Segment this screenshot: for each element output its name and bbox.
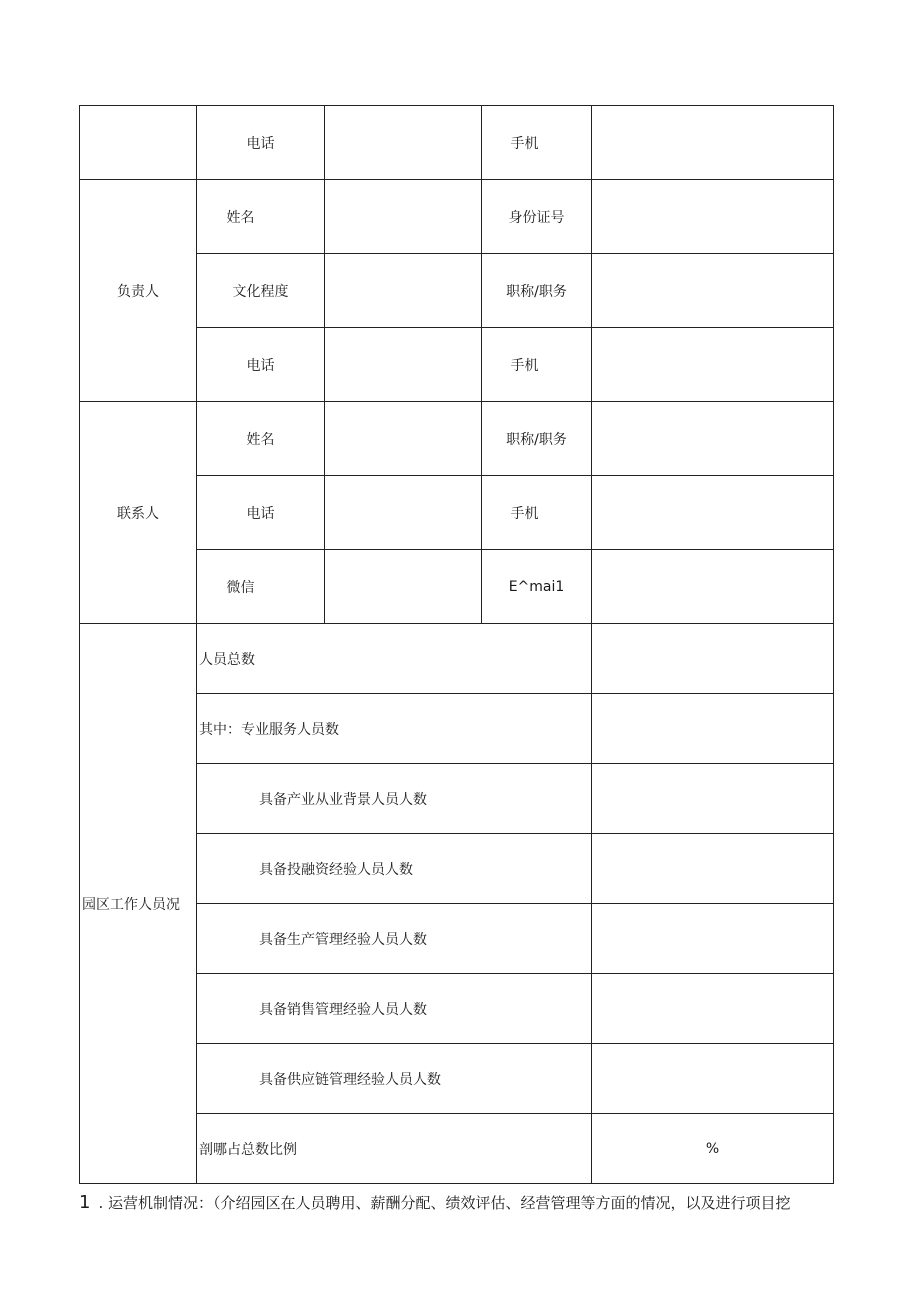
staff-section-label: 园区工作人员况 <box>80 624 197 1184</box>
contact-mobile-field[interactable] <box>592 476 834 550</box>
leader-title-label: 职称/职务 <box>482 254 592 328</box>
staff-investment-label: 具备投融资经验人员人数 <box>197 834 592 904</box>
leader-phone-label: 电话 <box>197 328 325 402</box>
leader-phone-field[interactable] <box>325 328 482 402</box>
staff-ratio-label: 剖哪占总数比例 <box>197 1114 592 1184</box>
contact-phone-field[interactable] <box>325 476 482 550</box>
staff-supply-chain-field[interactable] <box>592 1044 834 1114</box>
staff-industry-field[interactable] <box>592 764 834 834</box>
leader-section-label: 负责人 <box>80 180 197 402</box>
contact-title-label: 职称/职务 <box>482 402 592 476</box>
leader-title-field[interactable] <box>592 254 834 328</box>
staff-supply-chain-label: 具备供应链管理经验人员人数 <box>197 1044 592 1114</box>
leader-mobile-field[interactable] <box>592 328 834 402</box>
leader-name-label: 姓名 <box>197 180 325 254</box>
leader-education-label: 文化程度 <box>197 254 325 328</box>
contact-title-field[interactable] <box>592 402 834 476</box>
staff-production-label: 具备生产管理经验人员人数 <box>197 904 592 974</box>
mobile-label: 手机 <box>482 106 592 180</box>
staff-sales-field[interactable] <box>592 974 834 1044</box>
contact-name-label: 姓名 <box>197 402 325 476</box>
contact-email-label: E^mai1 <box>482 550 592 624</box>
contact-phone-label: 电话 <box>197 476 325 550</box>
leader-id-field[interactable] <box>592 180 834 254</box>
phone-field[interactable] <box>325 106 482 180</box>
leader-mobile-label: 手机 <box>482 328 592 402</box>
contact-name-field[interactable] <box>325 402 482 476</box>
contact-wechat-field[interactable] <box>325 550 482 624</box>
leader-education-field[interactable] <box>325 254 482 328</box>
table-row <box>80 624 834 694</box>
staff-total-field[interactable] <box>592 624 834 694</box>
table-row <box>80 402 834 476</box>
staff-ratio-field[interactable]: % <box>592 1114 834 1184</box>
blank-section-cell <box>80 106 197 180</box>
leader-id-label: 身份证号 <box>482 180 592 254</box>
contact-section-label: 联系人 <box>80 402 197 624</box>
leader-name-field[interactable] <box>325 180 482 254</box>
table-row <box>80 180 834 254</box>
staff-industry-label: 具备产业从业背景人员人数 <box>197 764 592 834</box>
phone-label: 电话 <box>197 106 325 180</box>
staff-sales-label: 具备销售管理经验人员人数 <box>197 974 592 1044</box>
staff-investment-field[interactable] <box>592 834 834 904</box>
section-number: 1 <box>79 1192 91 1213</box>
staff-professional-field[interactable] <box>592 694 834 764</box>
section-text: . 运营机制情况：（介绍园区在人员聘用、薪酬分配、绩效评估、经营管理等方面的情况，以及进行项目挖 <box>98 1194 791 1212</box>
contact-wechat-label: 微信 <box>197 550 325 624</box>
staff-total-label: 人员总数 <box>197 624 592 694</box>
operation-mechanism-heading <box>79 1192 839 1213</box>
contact-email-field[interactable] <box>592 550 834 624</box>
registration-form-table <box>79 105 834 1184</box>
contact-mobile-label: 手机 <box>482 476 592 550</box>
staff-professional-label: 其中：专业服务人员数 <box>197 694 592 764</box>
mobile-field[interactable] <box>592 106 834 180</box>
table-row <box>80 106 834 180</box>
staff-production-field[interactable] <box>592 904 834 974</box>
